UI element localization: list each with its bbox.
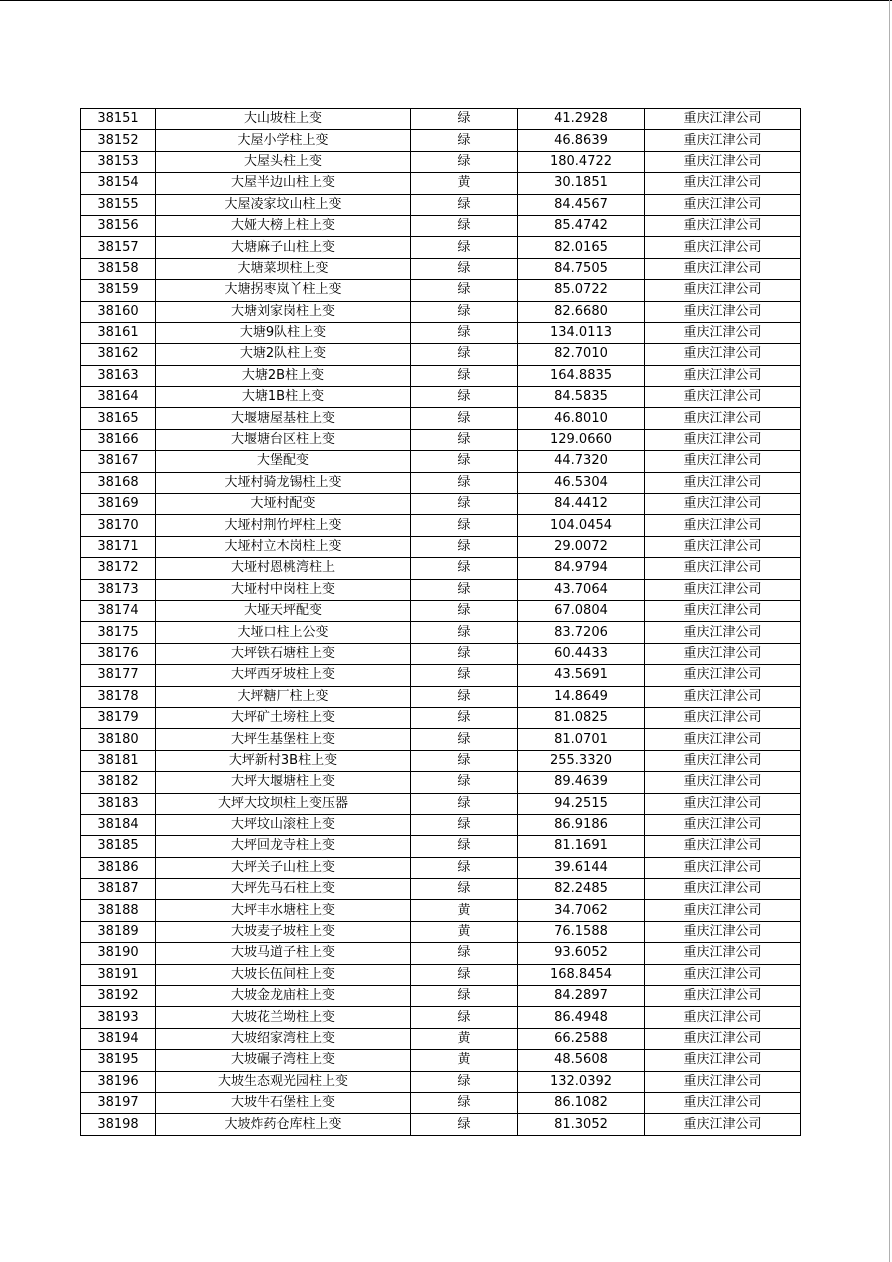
company-cell: 重庆江津公司 — [645, 365, 801, 386]
value-cell: 180.4722 — [518, 151, 645, 172]
company-cell: 重庆江津公司 — [645, 472, 801, 493]
company-cell: 重庆江津公司 — [645, 665, 801, 686]
table-row — [81, 215, 801, 236]
company-cell: 重庆江津公司 — [645, 151, 801, 172]
transformer-name-cell: 大坡生态观光园柱上变 — [156, 1071, 411, 1092]
record-id-cell: 38158 — [81, 258, 156, 279]
status-cell: 绿 — [411, 707, 518, 728]
value-cell: 29.0072 — [518, 536, 645, 557]
value-cell: 46.8010 — [518, 408, 645, 429]
value-cell: 43.7064 — [518, 579, 645, 600]
company-cell: 重庆江津公司 — [645, 836, 801, 857]
transformer-name-cell: 大坡马道子柱上变 — [156, 943, 411, 964]
table-row — [81, 943, 801, 964]
status-cell: 绿 — [411, 986, 518, 1007]
value-cell: 46.8639 — [518, 130, 645, 151]
table-row — [81, 686, 801, 707]
company-cell: 重庆江津公司 — [645, 1114, 801, 1135]
status-cell: 绿 — [411, 451, 518, 472]
transformer-name-cell: 大垭口柱上公变 — [156, 622, 411, 643]
status-cell: 黄 — [411, 900, 518, 921]
record-id-cell: 38194 — [81, 1028, 156, 1049]
company-cell: 重庆江津公司 — [645, 772, 801, 793]
transformer-name-cell: 大坪大堰塘柱上变 — [156, 772, 411, 793]
record-id-cell: 38155 — [81, 194, 156, 215]
table-row — [81, 237, 801, 258]
transformer-name-cell: 大坪西牙坡柱上变 — [156, 665, 411, 686]
company-cell: 重庆江津公司 — [645, 1007, 801, 1028]
record-id-cell: 38168 — [81, 472, 156, 493]
value-cell: 84.9794 — [518, 558, 645, 579]
table-row — [81, 344, 801, 365]
transformer-name-cell: 大塘1B柱上变 — [156, 387, 411, 408]
table-row — [81, 879, 801, 900]
transformer-name-cell: 大坡金龙庙柱上变 — [156, 986, 411, 1007]
value-cell: 94.2515 — [518, 793, 645, 814]
status-cell: 绿 — [411, 472, 518, 493]
company-cell: 重庆江津公司 — [645, 1050, 801, 1071]
transformer-name-cell: 大塘拐枣岚丫柱上变 — [156, 280, 411, 301]
record-id-cell: 38161 — [81, 322, 156, 343]
transformer-name-cell: 大塘9队柱上变 — [156, 322, 411, 343]
table-row — [81, 964, 801, 985]
company-cell: 重庆江津公司 — [645, 707, 801, 728]
transformer-name-cell: 大屋凌家坟山柱上变 — [156, 194, 411, 215]
table-row — [81, 494, 801, 515]
record-id-cell: 38177 — [81, 665, 156, 686]
record-id-cell: 38195 — [81, 1050, 156, 1071]
record-id-cell: 38186 — [81, 857, 156, 878]
value-cell: 86.9186 — [518, 814, 645, 835]
company-cell: 重庆江津公司 — [645, 451, 801, 472]
record-id-cell: 38173 — [81, 579, 156, 600]
table-row — [81, 1050, 801, 1071]
status-cell: 绿 — [411, 494, 518, 515]
status-cell: 绿 — [411, 322, 518, 343]
record-id-cell: 38188 — [81, 900, 156, 921]
status-cell: 绿 — [411, 1114, 518, 1135]
transformer-name-cell: 大坪生基堡柱上变 — [156, 729, 411, 750]
transformer-name-cell: 大垭天坪配变 — [156, 600, 411, 621]
value-cell: 82.2485 — [518, 879, 645, 900]
status-cell: 绿 — [411, 857, 518, 878]
value-cell: 43.5691 — [518, 665, 645, 686]
table-row — [81, 322, 801, 343]
company-cell: 重庆江津公司 — [645, 814, 801, 835]
status-cell: 绿 — [411, 258, 518, 279]
status-cell: 绿 — [411, 600, 518, 621]
record-id-cell: 38187 — [81, 879, 156, 900]
record-id-cell: 38190 — [81, 943, 156, 964]
company-cell: 重庆江津公司 — [645, 280, 801, 301]
record-id-cell: 38151 — [81, 109, 156, 130]
table-row — [81, 814, 801, 835]
status-cell: 绿 — [411, 429, 518, 450]
record-id-cell: 38174 — [81, 600, 156, 621]
record-id-cell: 38196 — [81, 1071, 156, 1092]
status-cell: 绿 — [411, 836, 518, 857]
record-id-cell: 38166 — [81, 429, 156, 450]
company-cell: 重庆江津公司 — [645, 301, 801, 322]
company-cell: 重庆江津公司 — [645, 130, 801, 151]
table-row — [81, 109, 801, 130]
value-cell: 60.4433 — [518, 643, 645, 664]
transformer-name-cell: 大坡碾子湾柱上变 — [156, 1050, 411, 1071]
record-id-cell: 38171 — [81, 536, 156, 557]
table-row — [81, 387, 801, 408]
status-cell: 绿 — [411, 750, 518, 771]
table-row — [81, 643, 801, 664]
transformer-name-cell: 大堰塘屋基柱上变 — [156, 408, 411, 429]
table-row — [81, 130, 801, 151]
record-id-cell: 38197 — [81, 1092, 156, 1113]
record-id-cell: 38189 — [81, 921, 156, 942]
table-row — [81, 472, 801, 493]
transformer-name-cell: 大坪糖厂柱上变 — [156, 686, 411, 707]
value-cell: 84.2897 — [518, 986, 645, 1007]
company-cell: 重庆江津公司 — [645, 900, 801, 921]
status-cell: 绿 — [411, 558, 518, 579]
status-cell: 绿 — [411, 237, 518, 258]
record-id-cell: 38180 — [81, 729, 156, 750]
table-row — [81, 1028, 801, 1049]
value-cell: 164.8835 — [518, 365, 645, 386]
value-cell: 82.6680 — [518, 301, 645, 322]
table-row — [81, 793, 801, 814]
company-cell: 重庆江津公司 — [645, 194, 801, 215]
table-row — [81, 194, 801, 215]
table-row — [81, 536, 801, 557]
value-cell: 86.1082 — [518, 1092, 645, 1113]
transformer-name-cell: 大坡牛石堡柱上变 — [156, 1092, 411, 1113]
record-id-cell: 38192 — [81, 986, 156, 1007]
record-id-cell: 38175 — [81, 622, 156, 643]
transformer-name-cell: 大坡花兰坳柱上变 — [156, 1007, 411, 1028]
value-cell: 81.0701 — [518, 729, 645, 750]
table-row — [81, 729, 801, 750]
transformer-name-cell: 大堰塘台区柱上变 — [156, 429, 411, 450]
record-id-cell: 38198 — [81, 1114, 156, 1135]
record-id-cell: 38182 — [81, 772, 156, 793]
status-cell: 绿 — [411, 280, 518, 301]
table-row — [81, 558, 801, 579]
transformer-name-cell: 大堡配变 — [156, 451, 411, 472]
record-id-cell: 38172 — [81, 558, 156, 579]
transformer-name-cell: 大坪回龙寺柱上变 — [156, 836, 411, 857]
table-body — [81, 109, 801, 1136]
status-cell: 绿 — [411, 387, 518, 408]
value-cell: 76.1588 — [518, 921, 645, 942]
company-cell: 重庆江津公司 — [645, 536, 801, 557]
status-cell: 绿 — [411, 151, 518, 172]
value-cell: 255.3320 — [518, 750, 645, 771]
record-id-cell: 38152 — [81, 130, 156, 151]
company-cell: 重庆江津公司 — [645, 622, 801, 643]
company-cell: 重庆江津公司 — [645, 686, 801, 707]
value-cell: 81.3052 — [518, 1114, 645, 1135]
table-row — [81, 600, 801, 621]
company-cell: 重庆江津公司 — [645, 943, 801, 964]
transformer-name-cell: 大坪矿土塝柱上变 — [156, 707, 411, 728]
record-id-cell: 38170 — [81, 515, 156, 536]
transformer-name-cell: 大垭村配变 — [156, 494, 411, 515]
company-cell: 重庆江津公司 — [645, 494, 801, 515]
table-row — [81, 772, 801, 793]
transformer-name-cell: 大屋半边山柱上变 — [156, 173, 411, 194]
company-cell: 重庆江津公司 — [645, 729, 801, 750]
record-id-cell: 38179 — [81, 707, 156, 728]
value-cell: 134.0113 — [518, 322, 645, 343]
company-cell: 重庆江津公司 — [645, 258, 801, 279]
record-id-cell: 38159 — [81, 280, 156, 301]
table-row — [81, 365, 801, 386]
table-row — [81, 900, 801, 921]
record-id-cell: 38183 — [81, 793, 156, 814]
company-cell: 重庆江津公司 — [645, 793, 801, 814]
company-cell: 重庆江津公司 — [645, 643, 801, 664]
transformer-name-cell: 大坪坟山滚柱上变 — [156, 814, 411, 835]
company-cell: 重庆江津公司 — [645, 1028, 801, 1049]
record-id-cell: 38193 — [81, 1007, 156, 1028]
value-cell: 84.7505 — [518, 258, 645, 279]
company-cell: 重庆江津公司 — [645, 237, 801, 258]
transformer-name-cell: 大山坡柱上变 — [156, 109, 411, 130]
status-cell: 绿 — [411, 772, 518, 793]
status-cell: 黄 — [411, 1050, 518, 1071]
record-id-cell: 38162 — [81, 344, 156, 365]
company-cell: 重庆江津公司 — [645, 857, 801, 878]
company-cell: 重庆江津公司 — [645, 408, 801, 429]
value-cell: 44.7320 — [518, 451, 645, 472]
table-row — [81, 579, 801, 600]
status-cell: 绿 — [411, 665, 518, 686]
value-cell: 66.2588 — [518, 1028, 645, 1049]
company-cell: 重庆江津公司 — [645, 986, 801, 1007]
record-id-cell: 38154 — [81, 173, 156, 194]
status-cell: 绿 — [411, 109, 518, 130]
transformer-name-cell: 大垭村恩桃湾柱上 — [156, 558, 411, 579]
record-id-cell: 38184 — [81, 814, 156, 835]
record-id-cell: 38164 — [81, 387, 156, 408]
status-cell: 绿 — [411, 130, 518, 151]
value-cell: 81.1691 — [518, 836, 645, 857]
company-cell: 重庆江津公司 — [645, 173, 801, 194]
transformer-name-cell: 大塘2队柱上变 — [156, 344, 411, 365]
value-cell: 82.7010 — [518, 344, 645, 365]
table-row — [81, 1114, 801, 1135]
table-row — [81, 665, 801, 686]
transformer-name-cell: 大垭村骑龙锡柱上变 — [156, 472, 411, 493]
record-id-cell: 38167 — [81, 451, 156, 472]
status-cell: 绿 — [411, 536, 518, 557]
transformer-name-cell: 大屋小学柱上变 — [156, 130, 411, 151]
status-cell: 绿 — [411, 515, 518, 536]
table-row — [81, 921, 801, 942]
company-cell: 重庆江津公司 — [645, 600, 801, 621]
company-cell: 重庆江津公司 — [645, 750, 801, 771]
value-cell: 168.8454 — [518, 964, 645, 985]
record-id-cell: 38165 — [81, 408, 156, 429]
status-cell: 绿 — [411, 1071, 518, 1092]
value-cell: 34.7062 — [518, 900, 645, 921]
transformer-name-cell: 大塘麻子山柱上变 — [156, 237, 411, 258]
value-cell: 41.2928 — [518, 109, 645, 130]
table-row — [81, 750, 801, 771]
company-cell: 重庆江津公司 — [645, 1071, 801, 1092]
company-cell: 重庆江津公司 — [645, 322, 801, 343]
company-cell: 重庆江津公司 — [645, 387, 801, 408]
table-row — [81, 280, 801, 301]
status-cell: 黄 — [411, 173, 518, 194]
table-row — [81, 258, 801, 279]
table-row — [81, 836, 801, 857]
value-cell: 89.4639 — [518, 772, 645, 793]
transformer-name-cell: 大娅大榜上柱上变 — [156, 215, 411, 236]
transformer-name-cell: 大塘2B柱上变 — [156, 365, 411, 386]
table-row — [81, 451, 801, 472]
value-cell: 85.0722 — [518, 280, 645, 301]
record-id-cell: 38178 — [81, 686, 156, 707]
table-row — [81, 429, 801, 450]
status-cell: 绿 — [411, 365, 518, 386]
company-cell: 重庆江津公司 — [645, 109, 801, 130]
page-right-edge — [889, 0, 890, 1262]
value-cell: 30.1851 — [518, 173, 645, 194]
table-row — [81, 515, 801, 536]
transformer-name-cell: 大坪铁石塘柱上变 — [156, 643, 411, 664]
transformer-name-cell: 大坪丰水塘柱上变 — [156, 900, 411, 921]
status-cell: 绿 — [411, 686, 518, 707]
status-cell: 黄 — [411, 921, 518, 942]
status-cell: 绿 — [411, 793, 518, 814]
transformer-name-cell: 大坪大坟坝柱上变压器 — [156, 793, 411, 814]
company-cell: 重庆江津公司 — [645, 558, 801, 579]
company-cell: 重庆江津公司 — [645, 215, 801, 236]
status-cell: 绿 — [411, 643, 518, 664]
status-cell: 绿 — [411, 1007, 518, 1028]
transformer-name-cell: 大坡炸药仓库柱上变 — [156, 1114, 411, 1135]
transformer-name-cell: 大坡长伍间柱上变 — [156, 964, 411, 985]
status-cell: 绿 — [411, 194, 518, 215]
record-id-cell: 38163 — [81, 365, 156, 386]
table-row — [81, 301, 801, 322]
value-cell: 46.5304 — [518, 472, 645, 493]
company-cell: 重庆江津公司 — [645, 1092, 801, 1113]
status-cell: 绿 — [411, 814, 518, 835]
status-cell: 绿 — [411, 622, 518, 643]
value-cell: 86.4948 — [518, 1007, 645, 1028]
transformer-name-cell: 大塘刘家岗柱上变 — [156, 301, 411, 322]
transformer-name-cell: 大坪关子山柱上变 — [156, 857, 411, 878]
table-row — [81, 707, 801, 728]
record-id-cell: 38176 — [81, 643, 156, 664]
value-cell: 85.4742 — [518, 215, 645, 236]
status-cell: 绿 — [411, 729, 518, 750]
status-cell: 绿 — [411, 579, 518, 600]
status-cell: 绿 — [411, 408, 518, 429]
record-id-cell: 38191 — [81, 964, 156, 985]
status-cell: 绿 — [411, 344, 518, 365]
value-cell: 39.6144 — [518, 857, 645, 878]
company-cell: 重庆江津公司 — [645, 964, 801, 985]
page-top-border — [0, 0, 892, 1]
value-cell: 104.0454 — [518, 515, 645, 536]
status-cell: 绿 — [411, 879, 518, 900]
record-id-cell: 38185 — [81, 836, 156, 857]
company-cell: 重庆江津公司 — [645, 429, 801, 450]
transformer-name-cell: 大屋头柱上变 — [156, 151, 411, 172]
value-cell: 82.0165 — [518, 237, 645, 258]
value-cell: 84.5835 — [518, 387, 645, 408]
value-cell: 14.8649 — [518, 686, 645, 707]
company-cell: 重庆江津公司 — [645, 344, 801, 365]
company-cell: 重庆江津公司 — [645, 921, 801, 942]
record-id-cell: 38157 — [81, 237, 156, 258]
value-cell: 67.0804 — [518, 600, 645, 621]
value-cell: 132.0392 — [518, 1071, 645, 1092]
table-row — [81, 622, 801, 643]
transformer-name-cell: 大坡麦子坡柱上变 — [156, 921, 411, 942]
transformer-name-cell: 大坡绍家湾柱上变 — [156, 1028, 411, 1049]
record-id-cell: 38169 — [81, 494, 156, 515]
table-row — [81, 986, 801, 1007]
value-cell: 93.6052 — [518, 943, 645, 964]
table-row — [81, 173, 801, 194]
transformer-name-cell: 大塘菜坝柱上变 — [156, 258, 411, 279]
transformer-name-cell: 大坪新村3B柱上变 — [156, 750, 411, 771]
transformer-table — [80, 108, 801, 1136]
status-cell: 绿 — [411, 943, 518, 964]
transformer-name-cell: 大垭村中岗柱上变 — [156, 579, 411, 600]
transformer-name-cell: 大垭村立木岗柱上变 — [156, 536, 411, 557]
table-row — [81, 1007, 801, 1028]
company-cell: 重庆江津公司 — [645, 879, 801, 900]
record-id-cell: 38160 — [81, 301, 156, 322]
status-cell: 绿 — [411, 1092, 518, 1113]
value-cell: 129.0660 — [518, 429, 645, 450]
value-cell: 83.7206 — [518, 622, 645, 643]
value-cell: 84.4567 — [518, 194, 645, 215]
table-row — [81, 408, 801, 429]
status-cell: 绿 — [411, 215, 518, 236]
table-row — [81, 857, 801, 878]
status-cell: 黄 — [411, 1028, 518, 1049]
status-cell: 绿 — [411, 301, 518, 322]
company-cell: 重庆江津公司 — [645, 579, 801, 600]
record-id-cell: 38181 — [81, 750, 156, 771]
status-cell: 绿 — [411, 964, 518, 985]
table-row — [81, 1092, 801, 1113]
table-row — [81, 1071, 801, 1092]
value-cell: 84.4412 — [518, 494, 645, 515]
table-row — [81, 151, 801, 172]
transformer-name-cell: 大坪先马石柱上变 — [156, 879, 411, 900]
company-cell: 重庆江津公司 — [645, 515, 801, 536]
record-id-cell: 38153 — [81, 151, 156, 172]
value-cell: 48.5608 — [518, 1050, 645, 1071]
value-cell: 81.0825 — [518, 707, 645, 728]
record-id-cell: 38156 — [81, 215, 156, 236]
transformer-name-cell: 大垭村荆竹坪柱上变 — [156, 515, 411, 536]
